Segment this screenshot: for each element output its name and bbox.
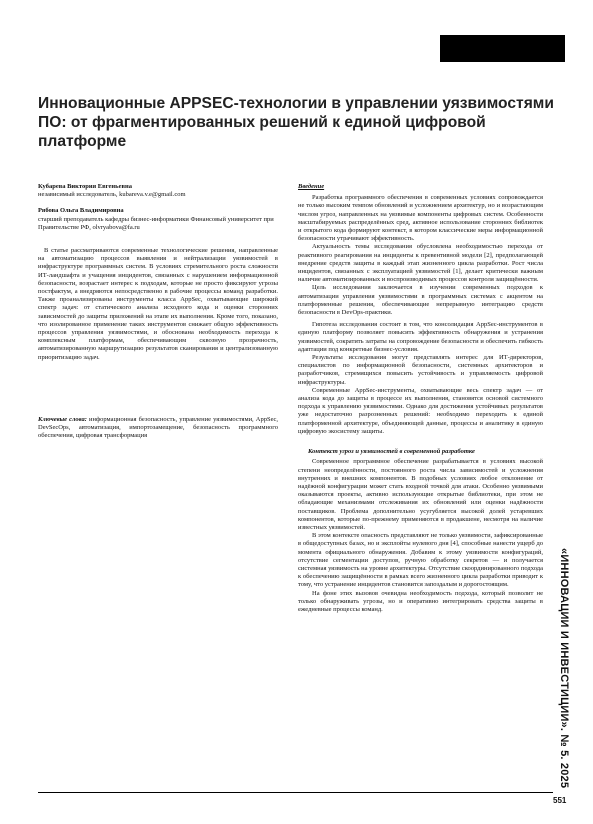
abstract-text: В статье рассматриваются современные технологические решения, направленные на автоматизацию процессов выявления и нейтрализации уязвимостей в инфраструктуре программных систем. В условиях стремительного роста сложности ИТ-ландшафта и учащения инцидентов, связанных с нарушением информационной безопасности, возрастает интерес к подходам, которые не просто фиксируют угрозы постфактум, а внедряются непосредственно в рабочие процессы команд разработки. Также проанализированы инструменты класса AppSec, охватывающие широкий спектр задач: от статического анализа исходного кода и оценки сторонних зависимостей до защиты приложений на этапе их выполнения. Кроме того, показано, что изолированное применение таких инструментов снижает общую эффективность процессов управления уязвимостями, и обоснована необходимость перехода к комплексным платформам, обеспечивающим сквозную прозрачность, автоматизированную маршрутизацию результатов сканирования и централизованную приоритизацию задач. — [38, 247, 278, 361]
authors-block — [38, 183, 278, 240]
author-1 — [38, 183, 278, 199]
keywords-text: информационная безопасность, управление уязвимостями, AppSec, DevSecOps, автоматизация, импортозамещение, безопасность программного обеспечения, цифровая трансформация — [38, 416, 279, 440]
main-column — [298, 183, 543, 614]
journal-side-label — [552, 548, 574, 789]
author-name: Рябова Ольга Владимировна — [38, 207, 124, 215]
section-heading-context: Контекст угроз и уязвимостей в современной разработке — [308, 448, 475, 456]
journal-name: «ИННОВАЦИИ И ИНВЕСТИЦИИ». № 5. 2025 — [558, 548, 570, 789]
author-info: независимый исследователь, kubareva.v.e@gmail.com — [38, 191, 186, 199]
paragraph: Актуальность темы исследования обусловлена необходимостью перехода от реактивного реагирования на инциденты к превентивной модели [2], предполагающей внедрение средств защиты в каждый этап жизненного цикла разработки. Рост числа инцидентов, связанных с эксплуатацией уязвимостей [1], делает критически важным наличие автоматизированных и воспроизводимых процессов контроля защищённости. — [298, 243, 543, 284]
paragraph: Цель исследования заключается в изучении современных подходов к автоматизации управления уязвимостями в программных системах с акцентом на платформенные решения, обеспечивающие непрерывную интеграцию средств безопасности в DevOps-практики. — [298, 284, 543, 317]
keywords-label: Ключевые слова: — [38, 416, 87, 423]
paragraph: Результаты исследования могут представлять интерес для ИТ-директоров, специалистов по информационной безопасности, системных архитекторов и разработчиков, стремящихся повысить устойчивость и управляемость цифровой инфраструктуры. — [298, 354, 543, 386]
footer-divider — [38, 792, 553, 793]
paragraph: Современное программное обеспечение разрабатывается в условиях высокой степени неопределённости, постоянного роста числа зависимостей и усложнения внутренних и внешних компонентов. В подобных условиях любое отклонение от надёжной конфигурации может стать входной точкой для атаки. Особенно уязвимыми оказываются проекты, активно использующие открытые библиотеки, при этом не обладающие механизмами отслеживания их обновлений или оценки надёжности поставщиков. Проблема дополнительно усугубляется высокой долей устаревших компонентов, которые по-прежнему применяются в продакшене, несмотря на наличие известных уязвимостей. — [298, 458, 543, 531]
section-heading-intro: Введение — [298, 183, 325, 190]
abstract — [38, 247, 278, 362]
author-name: Кубарева Виктория Евгеньевна — [38, 183, 132, 190]
header-black-tab — [440, 35, 565, 62]
keywords — [38, 416, 278, 441]
article-title: Инновационные APPSEC-технологии в управлении уязвимостями ПО: от фрагментированных решений к единой цифровой платформе — [38, 95, 554, 150]
author-2 — [38, 207, 278, 232]
paragraph: Современные AppSec-инструменты, охватывающие весь спектр задач — от анализа кода до защиты в процессе их выполнения, становятся основой системного подхода к управлению уязвимостями. Однако для достижения устойчивых результатов уже недостаточно разрозненных решений: необходимо переходить к единой платформенной архитектуре, объединяющей данные, процессы и аналитику в единую цифровую экосистему защиты. — [298, 386, 543, 435]
paragraph: Разработка программного обеспечения в современных условиях сопровождается не только высоким темпом обновлений и усложнением архитектур, но и возрастающим числом угроз, направленных на уязвимые компоненты цифровых систем. Особенности масштабируемых распределённых сред, активное использование сторонних библиотек и открытого кода формируют контекст, в котором классические меры информационной безопасности утрачивают эффективность. — [298, 194, 543, 243]
paragraph: Гипотеза исследования состоит в том, что консолидация AppSec-инструментов в единую платформу позволяет повысить эффективность обнаружения и устранения уязвимостей, сократить затраты на сопровождение безопасности и обеспечить гибкость адаптации под конкретные бизнес-условия. — [298, 321, 543, 353]
paragraph: На фоне этих вызовов очевидна необходимость подхода, который позволит не только обнаруживать угрозы, но и оперативно интегрировать средства защиты в ежедневные процессы команд. — [298, 589, 543, 613]
paragraph: В этом контексте опасность представляют не только уязвимости, зафиксированные в общедоступных базах, но и эксплойты нулевого дня [4], способные нанести ущерб до момента официального обнаружения. Добавим к этому уязвимости конфигураций, отсутствие сегментации доступов, ручную обработку секретов — и получается системная уязвимость на уровне архитектуры. Отсутствие скоординированного подхода к обеспечению защищённости в рамках всего жизненного цикла разработки приводит к тому, что устранение инцидентов становится запоздалым и дорогостоящим. — [298, 532, 543, 589]
author-info: старший преподаватель кафедры бизнес-информатики Финансовый университет при Правительстве РФ, olvryabova@fa.ru — [38, 215, 274, 231]
page-number: 551 — [553, 796, 567, 805]
